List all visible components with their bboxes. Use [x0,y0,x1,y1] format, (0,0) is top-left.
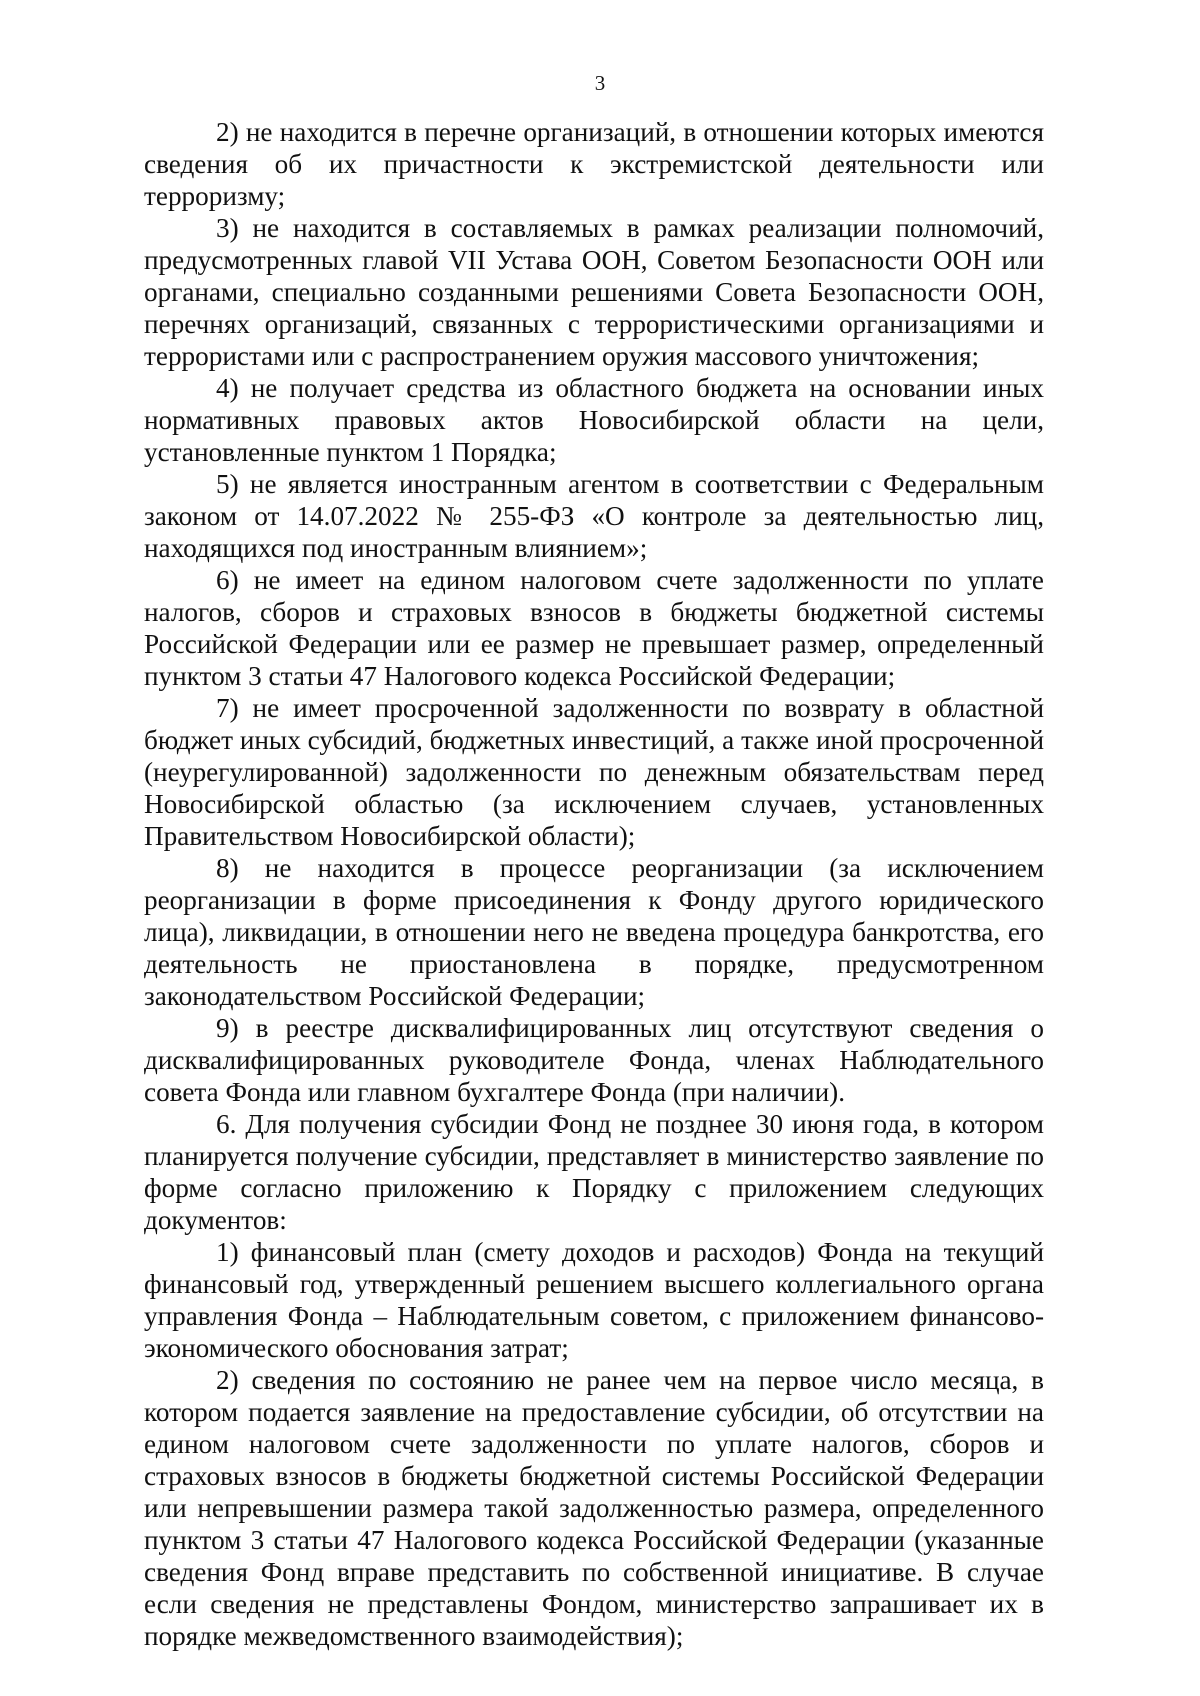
paragraph-item-9: 9) в реестре дисквалифицированных лиц отсутствуют сведения о дисквалифицированных руководителе Фонда, членах Наблюдательного совета Фонда или главном бухгалтере Фонда (при наличии). [144,1013,1044,1107]
document-body [144,116,1044,1652]
paragraph-item-7: 7) не имеет просроченной задолженности по возврату в областной бюджет иных субсидий, бюджетных инвестиций, а также иной просроченной (неурегулированной) задолженности по денежным обязательствам перед Новосибирской областью (за исключением случаев, установленных Правительством Новосибирской области); [144,693,1044,851]
paragraph-item-8: 8) не находится в процессе реорганизации (за исключением реорганизации в форме присоединения к Фонду другого юридического лица), ликвидации, в отношении него не введена процедура банкротства, его деятельность не приостановлена в порядке, предусмотренном законодательством Российской Федерации; [144,853,1044,1011]
page-number: 3 [594,71,606,95]
paragraph-item-2: 2) не находится в перечне организаций, в отношении которых имеются сведения об их причастности к экстремистской деятельности или терроризму; [144,117,1044,211]
paragraph-item-3: 3) не находится в составляемых в рамках реализации полномочий, предусмотренных главой VII Устава ООН, Советом Безопасности ООН или органами, специально созданными решениями Совета Безопасности ООН, перечнях организаций, связанных с террористическими организациями и террористами или с распространением оружия массового уничтожения; [144,213,1044,371]
paragraph-document-1: 1) финансовый план (смету доходов и расходов) Фонда на текущий финансовый год, утвержденный решением высшего коллегиального органа управления Фонда – Наблюдательным советом, с приложением финансово-экономического обоснования затрат; [144,1237,1044,1363]
paragraph-item-5: 5) не является иностранным агентом в соответствии с Федеральным законом от 14.07.2022 № 255-ФЗ «О контроле за деятельностью лиц, находящихся под иностранным влиянием»; [144,469,1044,563]
paragraph-document-2: 2) сведения по состоянию не ранее чем на первое число месяца, в котором подается заявление на предоставление субсидии, об отсутствии на едином налоговом счете задолженности по уплате налогов, сборов и страховых взносов в бюджеты бюджетной системы Российской Федерации или непревышении размера такой задолженностью размера, определенного пунктом 3 статьи 47 Налогового кодекса Российской Федерации (указанные сведения Фонд вправе представить по собственной инициативе. В случае если сведения не представлены Фондом, министерство запрашивает их в порядке межведомственного взаимодействия); [144,1365,1044,1651]
paragraph-item-6: 6) не имеет на едином налоговом счете задолженности по уплате налогов, сборов и страховых взносов в бюджеты бюджетной системы Российской Федерации или ее размер не превышает размер, определенный пунктом 3 статьи 47 Налогового кодекса Российской Федерации; [144,565,1044,691]
paragraph-item-4: 4) не получает средства из областного бюджета на основании иных нормативных правовых актов Новосибирской области на цели, установленные пунктом 1 Порядка; [144,373,1044,467]
paragraph-section-6: 6. Для получения субсидии Фонд не позднее 30 июня года, в котором планируется получение субсидии, представляет в министерство заявление по форме согласно приложению к Порядку с приложением следующих документов: [144,1109,1044,1235]
